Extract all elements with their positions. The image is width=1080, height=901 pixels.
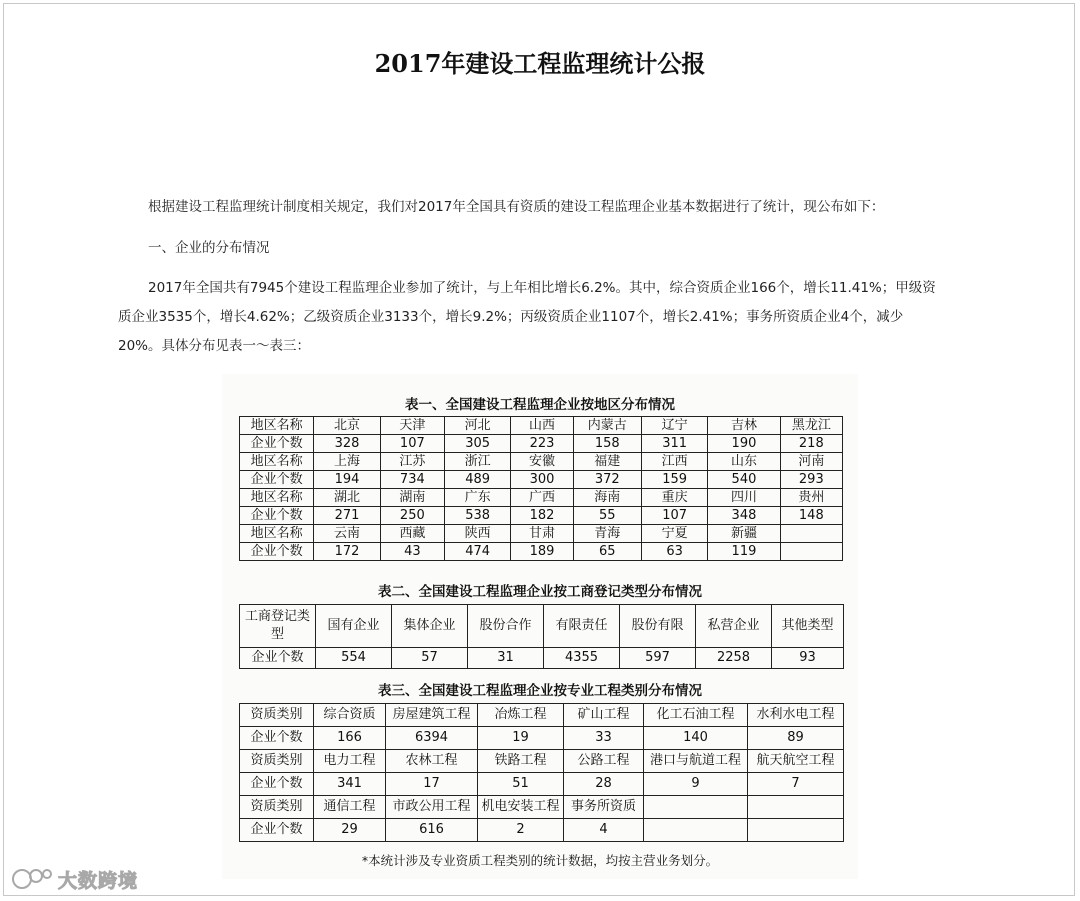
row-header-cell: 地区名称 <box>240 453 314 471</box>
enterprise-count-cell: 107 <box>641 507 707 525</box>
enterprise-count-cell: 734 <box>380 471 444 489</box>
region-name-cell: 新疆 <box>708 525 780 543</box>
table-row <box>240 453 843 471</box>
registration-type-cell: 其他类型 <box>772 605 844 648</box>
region-name-cell: 重庆 <box>641 489 707 507</box>
region-name-cell: 云南 <box>314 525 380 543</box>
qualification-type-cell: 公路工程 <box>564 750 644 773</box>
table-footnote: *本统计涉及专业资质工程类别的统计数据，均按主营业务划分。 <box>361 853 719 868</box>
enterprise-count-cell: 119 <box>708 543 780 561</box>
region-name-cell: 江西 <box>641 453 707 471</box>
table-row <box>240 507 843 525</box>
enterprise-count-cell: 293 <box>780 471 842 489</box>
watermark-text: 大数跨境 <box>58 869 139 892</box>
enterprise-count-cell <box>644 819 748 842</box>
row-header-cell: 资质类别 <box>240 796 314 819</box>
enterprise-count-cell: 189 <box>511 543 573 561</box>
qualification-type-cell: 化工石油工程 <box>644 704 748 727</box>
region-name-cell: 吉林 <box>708 417 780 435</box>
row-header-cell: 企业个数 <box>240 543 314 561</box>
region-name-cell: 天津 <box>380 417 444 435</box>
row-header-cell: 工商登记类型 <box>240 605 316 648</box>
table-row <box>240 543 843 561</box>
enterprise-count-cell: 148 <box>780 507 842 525</box>
qualification-type-cell: 机电安装工程 <box>478 796 564 819</box>
table-row <box>240 704 844 727</box>
enterprise-count-cell: 89 <box>748 727 844 750</box>
section-heading: 一、企业的分布情况 <box>148 240 270 256</box>
table-row <box>240 605 844 648</box>
enterprise-count-cell: 7 <box>748 773 844 796</box>
enterprise-count-cell: 616 <box>386 819 478 842</box>
row-header-cell: 企业个数 <box>240 507 314 525</box>
row-header-cell: 资质类别 <box>240 750 314 773</box>
row-header-cell: 企业个数 <box>240 819 314 842</box>
enterprise-count-cell: 311 <box>641 435 707 453</box>
region-name-cell: 湖南 <box>380 489 444 507</box>
region-name-cell: 安徽 <box>511 453 573 471</box>
region-name-cell: 河南 <box>780 453 842 471</box>
region-name-cell: 甘肃 <box>511 525 573 543</box>
enterprise-count-cell: 223 <box>511 435 573 453</box>
enterprise-count-cell: 159 <box>641 471 707 489</box>
table-row <box>240 727 844 750</box>
enterprise-count-cell: 29 <box>314 819 386 842</box>
qualification-type-cell: 冶炼工程 <box>478 704 564 727</box>
table3-caption: 表三、全国建设工程监理企业按专业工程类别分布情况 <box>378 683 702 699</box>
row-header-cell: 企业个数 <box>240 773 314 796</box>
qualification-type-cell: 铁路工程 <box>478 750 564 773</box>
qualification-type-cell: 通信工程 <box>314 796 386 819</box>
registration-type-cell: 集体企业 <box>392 605 468 648</box>
row-header-cell: 地区名称 <box>240 489 314 507</box>
registration-type-cell: 股份合作 <box>468 605 544 648</box>
enterprise-count-cell: 554 <box>316 648 392 669</box>
enterprise-count-cell: 271 <box>314 507 380 525</box>
region-name-cell: 内蒙古 <box>573 417 641 435</box>
table-row <box>240 773 844 796</box>
enterprise-count-cell: 63 <box>641 543 707 561</box>
region-name-cell: 上海 <box>314 453 380 471</box>
enterprise-count-cell: 6394 <box>386 727 478 750</box>
region-distribution-table <box>239 416 843 561</box>
region-name-cell: 宁夏 <box>641 525 707 543</box>
qualification-type-cell: 航天航空工程 <box>748 750 844 773</box>
intro-paragraph: 根据建设工程监理统计制度相关规定，我们对2017年全国具有资质的建设工程监理企业基本数据进行了统计，现公布如下： <box>148 199 885 215</box>
region-name-cell: 江苏 <box>380 453 444 471</box>
enterprise-count-cell: 172 <box>314 543 380 561</box>
region-name-cell: 黑龙江 <box>780 417 842 435</box>
table-row <box>240 750 844 773</box>
qualification-type-cell: 房屋建筑工程 <box>386 704 478 727</box>
registration-type-cell: 股份有限 <box>620 605 696 648</box>
table-row <box>240 525 843 543</box>
region-name-cell: 辽宁 <box>641 417 707 435</box>
enterprise-count-cell: 140 <box>644 727 748 750</box>
region-name-cell: 山东 <box>708 453 780 471</box>
region-name-cell: 河北 <box>445 417 511 435</box>
region-name-cell: 山西 <box>511 417 573 435</box>
table-row <box>240 648 844 669</box>
table-row <box>240 435 843 453</box>
region-name-cell: 四川 <box>708 489 780 507</box>
enterprise-count-cell: 250 <box>380 507 444 525</box>
section-paragraph: 2017年全国共有7945个建设工程监理企业参加了统计，与上年相比增长6.2%。其中，综合资质企业166个，增长11.41%；甲级资质企业3535个，增长4.62%；乙级资质企业3133个，增长9.2%；丙级资质企业1107个，增长2.41%；事务所资质企业4个，减少20%。具体分布见表一～表三： <box>118 280 936 354</box>
enterprise-count-cell: 218 <box>780 435 842 453</box>
region-name-cell: 北京 <box>314 417 380 435</box>
enterprise-count-cell <box>748 819 844 842</box>
qualification-type-cell <box>644 796 748 819</box>
table-row <box>240 471 843 489</box>
qualification-type-cell: 农林工程 <box>386 750 478 773</box>
table-row <box>240 796 844 819</box>
enterprise-count-cell: 19 <box>478 727 564 750</box>
region-name-cell <box>780 525 842 543</box>
enterprise-count-cell: 348 <box>708 507 780 525</box>
region-name-cell: 福建 <box>573 453 641 471</box>
registration-type-cell: 私营企业 <box>696 605 772 648</box>
enterprise-count-cell: 43 <box>380 543 444 561</box>
enterprise-count-cell: 597 <box>620 648 696 669</box>
enterprise-count-cell: 328 <box>314 435 380 453</box>
enterprise-count-cell: 65 <box>573 543 641 561</box>
qualification-type-cell: 矿山工程 <box>564 704 644 727</box>
watermark-logo-icon <box>10 867 54 891</box>
enterprise-count-cell: 474 <box>445 543 511 561</box>
watermark <box>10 864 138 894</box>
region-name-cell: 青海 <box>573 525 641 543</box>
enterprise-count-cell: 538 <box>445 507 511 525</box>
row-header-cell: 企业个数 <box>240 471 314 489</box>
enterprise-count-cell: 17 <box>386 773 478 796</box>
region-name-cell: 海南 <box>573 489 641 507</box>
region-name-cell: 陕西 <box>445 525 511 543</box>
qualification-type-cell: 电力工程 <box>314 750 386 773</box>
enterprise-count-cell <box>780 543 842 561</box>
registration-type-cell: 国有企业 <box>316 605 392 648</box>
table1-caption: 表一、全国建设工程监理企业按地区分布情况 <box>405 397 675 413</box>
enterprise-count-cell: 158 <box>573 435 641 453</box>
qualification-type-cell: 水利水电工程 <box>748 704 844 727</box>
row-header-cell: 地区名称 <box>240 525 314 543</box>
row-header-cell: 企业个数 <box>240 727 314 750</box>
enterprise-count-cell: 31 <box>468 648 544 669</box>
enterprise-count-cell: 372 <box>573 471 641 489</box>
enterprise-count-cell: 540 <box>708 471 780 489</box>
table-row <box>240 489 843 507</box>
registration-type-table <box>239 604 844 669</box>
region-name-cell: 贵州 <box>780 489 842 507</box>
table-row <box>240 819 844 842</box>
enterprise-count-cell: 93 <box>772 648 844 669</box>
enterprise-count-cell: 182 <box>511 507 573 525</box>
qualification-type-cell: 港口与航道工程 <box>644 750 748 773</box>
specialty-category-table <box>239 703 844 842</box>
enterprise-count-cell: 107 <box>380 435 444 453</box>
page-title: 2017年建设工程监理统计公报 <box>374 49 706 78</box>
table2-caption: 表二、全国建设工程监理企业按工商登记类型分布情况 <box>378 584 702 600</box>
row-header-cell: 企业个数 <box>240 648 316 669</box>
enterprise-count-cell: 166 <box>314 727 386 750</box>
qualification-type-cell: 市政公用工程 <box>386 796 478 819</box>
enterprise-count-cell: 341 <box>314 773 386 796</box>
enterprise-count-cell: 4 <box>564 819 644 842</box>
enterprise-count-cell: 9 <box>644 773 748 796</box>
enterprise-count-cell: 300 <box>511 471 573 489</box>
qualification-type-cell: 综合资质 <box>314 704 386 727</box>
enterprise-count-cell: 190 <box>708 435 780 453</box>
qualification-type-cell <box>748 796 844 819</box>
region-name-cell: 广东 <box>445 489 511 507</box>
enterprise-count-cell: 33 <box>564 727 644 750</box>
enterprise-count-cell: 489 <box>445 471 511 489</box>
enterprise-count-cell: 2 <box>478 819 564 842</box>
row-header-cell: 资质类别 <box>240 704 314 727</box>
region-name-cell: 浙江 <box>445 453 511 471</box>
region-name-cell: 西藏 <box>380 525 444 543</box>
enterprise-count-cell: 4355 <box>544 648 620 669</box>
region-name-cell: 湖北 <box>314 489 380 507</box>
enterprise-count-cell: 57 <box>392 648 468 669</box>
table-row <box>240 417 843 435</box>
enterprise-count-cell: 51 <box>478 773 564 796</box>
enterprise-count-cell: 28 <box>564 773 644 796</box>
enterprise-count-cell: 305 <box>445 435 511 453</box>
qualification-type-cell: 事务所资质 <box>564 796 644 819</box>
enterprise-count-cell: 194 <box>314 471 380 489</box>
enterprise-count-cell: 55 <box>573 507 641 525</box>
row-header-cell: 企业个数 <box>240 435 314 453</box>
region-name-cell: 广西 <box>511 489 573 507</box>
enterprise-count-cell: 2258 <box>696 648 772 669</box>
row-header-cell: 地区名称 <box>240 417 314 435</box>
registration-type-cell: 有限责任 <box>544 605 620 648</box>
